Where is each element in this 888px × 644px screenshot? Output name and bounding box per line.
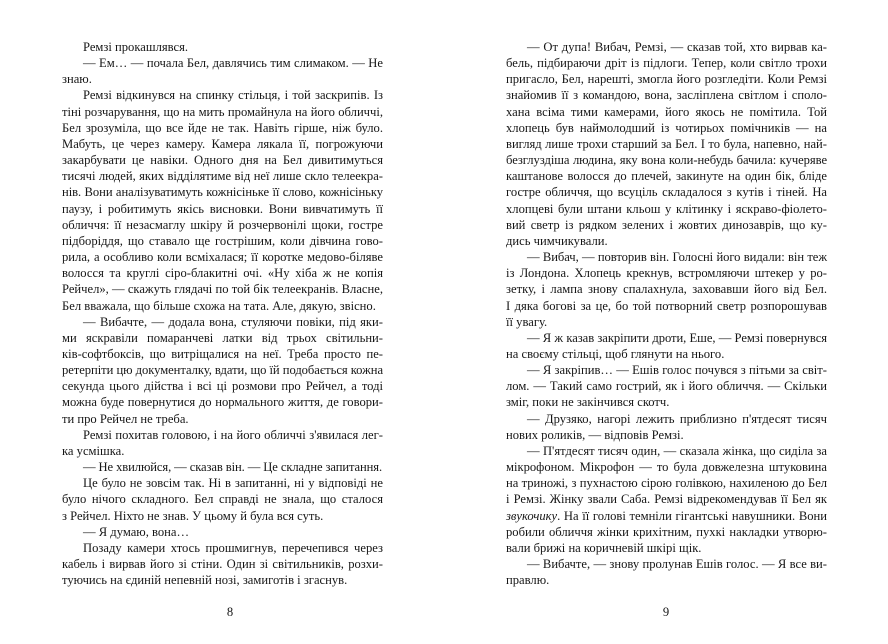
text-line: зміг, поки не закінчився скотч. (506, 395, 670, 410)
text-line: ків-софтбоксів, що витріщалися на неї. Треба просто пе- (62, 346, 383, 361)
paragraph (62, 87, 383, 313)
text-line: хана всіма тими камерами, його якось не помітила. Той (506, 104, 827, 119)
text-line: волосся та круглі сіро-блакитні очі. «Ну хіба ж не копія (62, 266, 383, 281)
text-line: було нічого складного. Бел справді не знала, що сталося (62, 492, 383, 507)
page-number: 8 (226, 605, 234, 619)
text-line: — Друзяко, нагорі лежить приблизно п'ятдесят тисяч (527, 411, 827, 426)
text-line: рила, а особливо коли всміхалася; її коротке медово-біляве (62, 250, 383, 265)
page-body (62, 39, 383, 588)
text-line: вий светр із рядком зелених і жовтих динозаврів, що ку- (506, 217, 827, 232)
text-line: на триножі, з пухнастою сірою голівкою, нахиленою до Бел (506, 476, 827, 491)
text-line: секунда цього дійства і всі ці розмови про Рейчел, а тоді (62, 379, 383, 394)
italic-text: звукочику (506, 508, 558, 523)
text-line: вали брижі на коричневій шкірі щік. (506, 540, 702, 555)
text-line: нових роликів, — відповів Ремзі. (506, 427, 684, 442)
paragraph (62, 524, 383, 540)
text-line: знаю. (62, 72, 92, 87)
paragraph (506, 443, 827, 556)
text-line: — Я думаю, вона… (83, 524, 190, 539)
text-line: — Не хвилюйся, — сказав він. — Це складне запитання. (83, 460, 383, 475)
text-line: — Вибачте, — додала вона, стуляючи повіки, під яки- (83, 314, 383, 329)
text-line: ретерпіти цю документалку, вдати, що їй подобається кожна (62, 363, 383, 378)
text-line: закарбувати це навіки. Одного дня на Бел дивитимуться (62, 153, 383, 168)
text-line: тисячі людей, яких відділятиме від неї лише скло телеекра- (62, 169, 383, 184)
paragraph (62, 540, 383, 588)
text-line: мікрофоном. Мікрофон — то була довжелезна штуковина (506, 460, 827, 475)
text-line: туючись на єдиній непевній нозі, замиготів і згаснув. (62, 573, 348, 588)
page-right (444, 0, 888, 644)
text-line: на своєму стільці, щоб глянути на нього. (506, 346, 725, 361)
text-line: хлопець був наймолодший із чотирьох помічників — на (506, 120, 827, 135)
paragraph (62, 39, 383, 55)
text-span: . На її голові темніли гігантські навушники. Вони (557, 508, 827, 523)
text-line: тіні розчарування, що на мить промайнула на його обличчі, (62, 104, 383, 119)
paragraph (506, 330, 827, 362)
text-line: підборіддя, що ставало ще гострішим, коли дівчина гово- (62, 233, 383, 248)
text-line: її увагу. (506, 314, 548, 329)
text-line: із Лондона. Хлопець крекнув, встромляючи штекер у ро- (506, 266, 827, 281)
text-line: нів. Вони аналізуватимуть кожнісіньке її слово, кожнісіньку (62, 185, 383, 200)
text-line: можна буде повернутися до нормального життя, де говори- (62, 395, 383, 410)
text-line: гостре обличчя, що всуціль складалося з кутів і тіней. На (506, 185, 827, 200)
text-line: — Ем… — почала Бел, давлячись тим слимаком. — Не (83, 56, 383, 71)
text-line: правлю. (506, 573, 550, 588)
text-line: — Вибачте, — знову пролунав Ешів голос. — Я все ви- (527, 557, 827, 571)
text-line: зетку, і лампа знову спалахнула, заховавши його від Бел. (506, 282, 827, 297)
paragraph (506, 39, 827, 249)
text-line: обличчя: її незасмаглу шкіру й розчервонілі щоки, гостре (62, 217, 383, 232)
text-line: ка усмішка. (62, 443, 125, 458)
text-line: безглуздіша людина, яку вона коли-небудь бачила: кучеряве (506, 153, 827, 168)
text-line: Мабуть, це через камеру. Камера лякала її, погрожуючи (62, 136, 383, 151)
paragraph (506, 249, 827, 330)
text-line: дись чимчикували. (506, 233, 608, 248)
text-line: — От дупа! Вибач, Ремзі, — сказав той, хто вирвав ка- (527, 40, 827, 54)
paragraph (506, 411, 827, 443)
text-line: Бел зрозуміла, що все йде не так. Навіть гірше, ніж було. (62, 120, 383, 135)
paragraph (62, 55, 383, 87)
text-line: Ремзі прокашлявся. (83, 40, 189, 54)
text-line: знайомив її з командою, вона, засліплена світлом і споло- (506, 88, 827, 103)
text-line: і Ремзі. Жінку звали Саба. Ремзі відрекомендував її Бел як (506, 492, 827, 507)
text-line: І дяка богові за це, бо той потворний светр розпорошував (506, 298, 827, 313)
paragraph (62, 427, 383, 459)
paragraph (62, 459, 383, 475)
text-line: — Вибач, — повторив він. Голосні його видали: він теж (527, 250, 827, 265)
text-line: Позаду камери хтось прошмигнув, перечепився через (83, 540, 383, 555)
text-line: каштанове волосся до плечей, закинуте на один бік, бліде (506, 169, 827, 184)
text-line: Бел вважала, що більше схожа на тата. Але, дякую, звісно. (62, 298, 376, 313)
text-line: ти про Рейчел не треба. (62, 411, 189, 426)
text-line: пригасло, Бел, нарешті, змогла його розгледіти. Коли Ремзі (506, 72, 827, 87)
text-line: — П'ятдесят тисяч один, — сказала жінка, що сиділа за (527, 443, 827, 458)
paragraph (62, 475, 383, 523)
text-line: Рейчел», — скажуть глядачі по той бік телеекранів. Власне, (62, 282, 383, 297)
text-line: Це було не зовсім так. Ні в запитанні, ні у відповіді не (83, 476, 383, 491)
text-line (506, 508, 827, 524)
text-line: Ремзі похитав головою, і на його обличчі з'явилася лег- (83, 427, 383, 442)
paragraph (506, 362, 827, 410)
text-line: — Я ж казав закріпити дроти, Еше, — Ремзі повернувся (527, 330, 827, 345)
paragraph (62, 314, 383, 427)
page-number: 9 (662, 605, 670, 619)
text-line: — Я закріпив… — Ешів голос почувся з пітьми за світ- (527, 363, 827, 378)
text-line: вигляд лише трохи старший за Бел. І то була, напевно, най- (506, 136, 827, 151)
text-line: ми яскравіли помаранчеві латки від трьох світильни- (62, 330, 383, 345)
text-line: паузу, і робитимуть якісь висновки. Вони вивчатимуть її (62, 201, 383, 216)
page-body (506, 39, 827, 588)
text-line: бель, підбираючи дріт із підлоги. Тепер, коли світло трохи (506, 56, 827, 71)
text-line: хлопцеві були штани кльош у клітинку і яскраво-фіолето- (506, 201, 827, 216)
text-line: з Рейчел. Ніхто не знав. У цьому й була вся суть. (62, 508, 324, 523)
text-line: лом. — Такий само гострий, як і його обличчя. — Скільки (506, 379, 827, 394)
text-line: Ремзі відкинувся на спинку стільця, і той заскрипів. Із (83, 88, 383, 103)
paragraph (506, 556, 827, 588)
text-line: робили обличчя жінки крихітним, пухкі накладки утворю- (506, 524, 827, 539)
text-line: кабель і вирвав його зі стіни. Один зі світильників, розхи- (62, 557, 383, 571)
